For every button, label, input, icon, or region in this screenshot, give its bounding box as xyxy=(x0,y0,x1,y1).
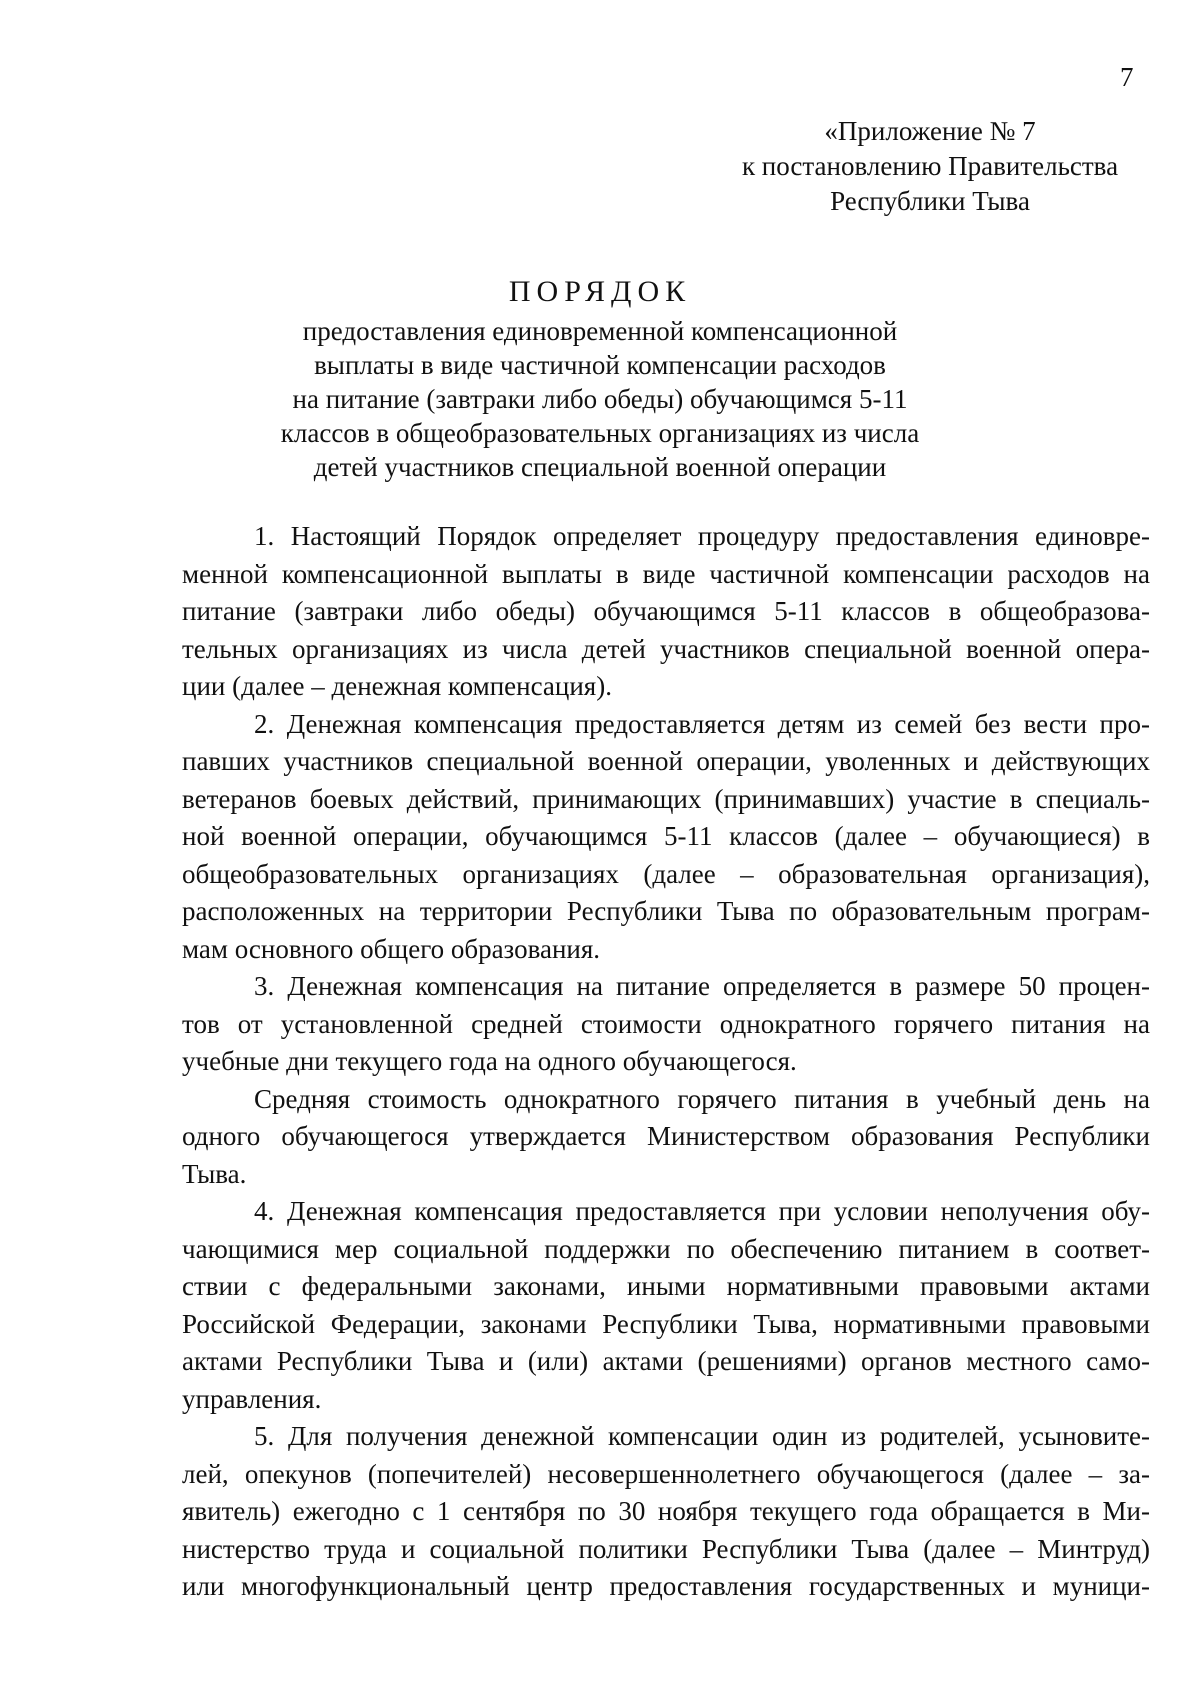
body-line: актами Республики Тыва и (или) актами (решениями) органов местного само- xyxy=(182,1346,1150,1376)
annex-line: к постановлению Правительства xyxy=(741,151,1119,181)
body-line: Средняя стоимость однократного горячего питания в учебный день на xyxy=(254,1083,1150,1114)
body-line: ции (далее – денежная компенсация). xyxy=(182,671,612,701)
annex-line: Республики Тыва xyxy=(830,186,1030,216)
body-line: чающимися мер социальной поддержки по обеспечению питанием в соответ- xyxy=(182,1233,1150,1264)
body-line: ветеранов боевых действий, принимающих (принимавших) участие в специаль- xyxy=(182,783,1150,814)
annex-heading xyxy=(720,114,1140,219)
document-title: ПОРЯДОК xyxy=(508,275,692,308)
body-line: 3. Денежная компенсация на питание определяется в размере 50 процен- xyxy=(254,971,1150,1001)
body-line: тельных организациях из числа детей участников специальной военной опера- xyxy=(182,633,1150,664)
subtitle-line: классов в общеобразовательных организациях из числа xyxy=(280,418,920,448)
body-line: Российской Федерации, законами Республики Тыва, нормативными правовыми xyxy=(182,1308,1150,1339)
body-line: явитель) ежегодно с 1 сентября по 30 ноября текущего года обращается в Ми- xyxy=(182,1496,1150,1526)
body-line: менной компенсационной выплаты в виде частичной компенсации расходов на xyxy=(182,558,1150,589)
body-line: одного обучающегося утверждается Министерством образования Республики xyxy=(182,1121,1150,1151)
body-line: 4. Денежная компенсация предоставляется при условии неполучения обу- xyxy=(254,1196,1150,1226)
body-line: управления. xyxy=(182,1383,322,1414)
page-number: 7 xyxy=(1120,62,1134,92)
subtitle-line: предоставления единовременной компенсационной xyxy=(302,316,898,346)
body-line: лей, опекунов (попечителей) несовершеннолетнего обучающегося (далее – за- xyxy=(182,1458,1150,1489)
body-line: расположенных на территории Республики Тыва по образовательным програм- xyxy=(182,896,1150,926)
body-line: мам основного общего образования. xyxy=(182,933,601,964)
document-body xyxy=(182,518,1150,1606)
subtitle-line: на питание (завтраки либо обеды) обучающимся 5-11 xyxy=(292,384,908,414)
body-line: питание (завтраки либо обеды) обучающимся 5-11 классов в общеобразова- xyxy=(182,596,1150,626)
body-line: Тыва. xyxy=(182,1158,247,1189)
annex-line: «Приложение № 7 xyxy=(824,116,1036,146)
body-line: павших участников специальной военной операции, уволенных и действующих xyxy=(182,746,1150,776)
body-line: общеобразовательных организациях (далее – образовательная организация), xyxy=(182,858,1150,889)
body-line: 2. Денежная компенсация предоставляется детям из семей без вести про- xyxy=(254,708,1150,739)
body-line: тов от установленной средней стоимости однократного горячего питания на xyxy=(182,1008,1150,1039)
body-line: ствии с федеральными законами, иными нормативными правовыми актами xyxy=(182,1271,1150,1301)
body-line: или многофункциональный центр предоставления государственных и муници- xyxy=(182,1571,1150,1601)
subtitle-line: выплаты в виде частичной компенсации расходов xyxy=(314,350,886,380)
subtitle-line: детей участников специальной военной операции xyxy=(313,452,887,482)
body-line: нистерство труда и социальной политики Республики Тыва (далее – Минтруд) xyxy=(182,1533,1150,1564)
body-line: 1. Настоящий Порядок определяет процедуру предоставления единовре- xyxy=(254,521,1150,551)
document-subtitle xyxy=(180,314,1020,484)
body-line: ной военной операции, обучающимся 5-11 классов (далее – обучающиеся) в xyxy=(182,821,1150,851)
body-line: 5. Для получения денежной компенсации один из родителей, усыновите- xyxy=(254,1421,1150,1451)
body-line: учебные дни текущего года на одного обучающегося. xyxy=(182,1046,797,1076)
